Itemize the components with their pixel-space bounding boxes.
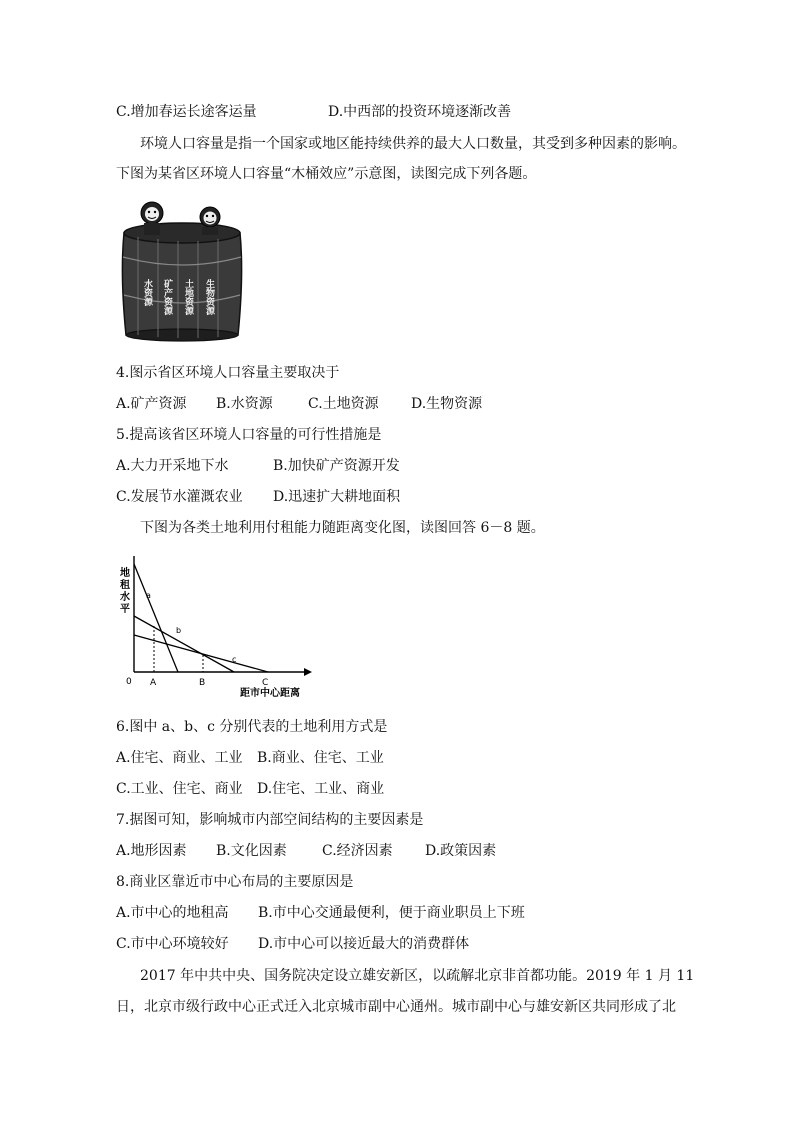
option-c: C.增加春运长途客运量 (116, 104, 257, 120)
q4-option-b: B.水资源 (216, 396, 273, 412)
question-4-stem: 4.图示省区环境人口容量主要取决于 (116, 365, 340, 381)
q8-option-c: C.市中心环境较好 (116, 936, 229, 952)
q8-option-d: D.市中心可以接近最大的消费群体 (258, 936, 470, 952)
q6-option-b: B.商业、住宅、工业 (257, 750, 384, 766)
x-mark-c: C (262, 678, 269, 688)
q8-option-a: A.市中心的地租高 (116, 905, 229, 921)
stave-label-water: 水资源 (142, 279, 152, 306)
q5-option-b: B.加快矿产资源开发 (273, 458, 400, 474)
q7-option-b: B.文化因素 (216, 843, 287, 859)
q8-option-b: B.市中心交通最便利，便于商业职员上下班 (258, 905, 525, 921)
svg-text:地: 地 (120, 568, 130, 579)
option-d: D.中西部的投资环境逐渐改善 (328, 104, 512, 120)
person-left-icon (141, 202, 163, 235)
q7-option-a: A.地形因素 (116, 843, 187, 859)
line-label-b: b (176, 626, 182, 635)
question-6-stem: 6.图中 a、b、c 分别代表的土地利用方式是 (116, 719, 388, 735)
q6-option-c: C.工业、住宅、商业 (116, 781, 243, 797)
q7-option-d: D.政策因素 (425, 843, 497, 859)
rent-chart-figure (116, 552, 316, 702)
x-mark-b: B (199, 678, 206, 688)
question-7-stem: 7.据图可知，影响城市内部空间结构的主要因素是 (116, 812, 424, 828)
barrel-figure (116, 195, 246, 345)
intro-paragraph-2: 下图为各类土地利用付租能力随距离变化图，读图回答 6－8 题。 (140, 520, 545, 536)
q4-option-d: D.生物资源 (411, 396, 483, 412)
svg-text:水: 水 (120, 592, 130, 603)
question-5-stem: 5.提高该省区环境人口容量的可行性措施是 (116, 427, 382, 443)
line-label-c: c (232, 655, 237, 664)
q4-option-c: C.土地资源 (308, 396, 379, 412)
intro-paragraph-3-line-1: 2017 年中共中央、国务院决定设立雄安新区，以疏解北京非首都功能。2019 年 1 月 11 (140, 968, 695, 984)
stave-label-land: 土地资源 (183, 279, 193, 315)
x-axis-arrow-icon (304, 668, 312, 676)
line-a (134, 564, 178, 672)
x-axis-label: 距市中心距离 (240, 688, 300, 699)
svg-text:租: 租 (120, 580, 130, 591)
question-8-stem: 8.商业区靠近市中心布局的主要原因是 (116, 874, 354, 890)
stave-label-mineral: 矿产资源 (162, 279, 172, 315)
origin-label: 0 (126, 677, 132, 687)
q4-option-a: A.矿产资源 (116, 396, 187, 412)
rent-chart (116, 552, 316, 702)
intro-paragraph-line-2: 下图为某省区环境人口容量“木桶效应”示意图，读图完成下列各题。 (116, 166, 537, 182)
person-right-icon (200, 207, 220, 235)
x-mark-a: A (150, 678, 157, 688)
q7-option-c: C.经济因素 (322, 843, 393, 859)
stave-label-biological: 生物资源 (204, 279, 214, 315)
q5-option-c: C.发展节水灌溉农业 (116, 489, 243, 505)
intro-paragraph-line-1: 环境人口容量是指一个国家或地区能持续供养的最大人口数量，其受到多种因素的影响。 (140, 136, 686, 152)
q6-option-a: A.住宅、商业、工业 (116, 750, 243, 766)
q6-option-d: D.住宅、工业、商业 (257, 781, 385, 797)
line-b (134, 616, 237, 672)
intro-paragraph-3-line-2: 日，北京市级行政中心正式迁入北京城市副中心通州。城市副中心与雄安新区共同形成了北 (116, 999, 676, 1015)
y-axis-label (120, 566, 131, 615)
svg-text:平: 平 (120, 604, 130, 615)
barrel-illustration (116, 195, 246, 345)
q5-option-a: A.大力开采地下水 (116, 458, 229, 474)
q5-option-d: D.迅速扩大耕地面积 (273, 489, 401, 505)
line-label-a: a (146, 591, 151, 600)
